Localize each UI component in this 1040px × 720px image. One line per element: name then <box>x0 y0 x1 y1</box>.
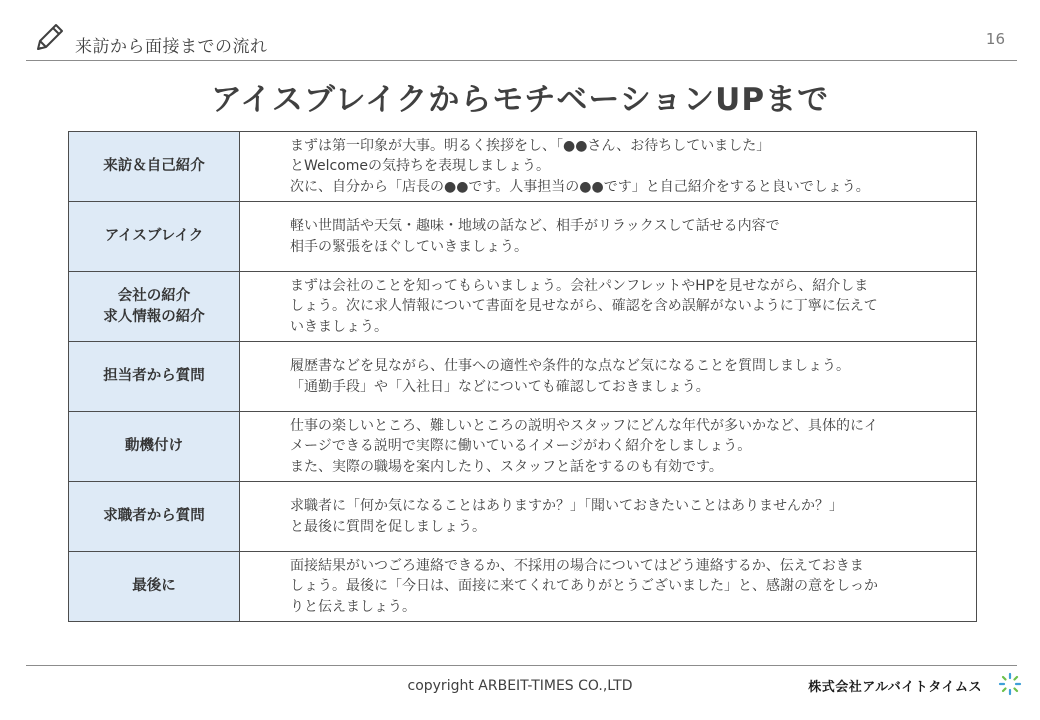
step-description <box>240 272 977 342</box>
step-label <box>69 342 240 412</box>
step-description <box>240 132 977 202</box>
step-label <box>69 552 240 622</box>
page-number: 16 <box>985 30 1005 48</box>
description-line: とWelcomeの気持ちを表現しましょう。 <box>290 158 551 175</box>
step-label-line: アイスブレイク <box>104 228 204 244</box>
description-line: りと伝えましょう。 <box>290 598 416 615</box>
step-label-line: 求人情報の紹介 <box>103 308 205 325</box>
step-description <box>240 482 977 552</box>
description-line: 履歴書などを見ながら、仕事への適性や条件的な点など気になることを質問しましょう。 <box>290 358 850 374</box>
step-label <box>69 132 240 202</box>
step-label-line: 担当者から質問 <box>103 368 205 384</box>
step-label <box>69 482 240 552</box>
table-row <box>69 552 977 622</box>
table-row <box>69 412 977 482</box>
table-row <box>69 202 977 272</box>
section-title: 来訪から面接までの流れ <box>75 37 268 57</box>
company-logo-icon <box>998 672 1022 696</box>
step-label-line: 会社の紹介 <box>117 287 191 304</box>
description-line: まずは第一印象が大事。明るく挨拶をし、「●●さん、お待ちしていました」 <box>290 137 771 154</box>
description-line: しょう。次に求人情報について書面を見せながら、確認を含め誤解がないように丁寧に伝えて <box>290 298 878 315</box>
step-label-line: 最後に <box>132 578 176 594</box>
table-row <box>69 342 977 412</box>
company-name: 株式会社アルバイトタイムス <box>808 680 982 695</box>
step-label-line: 動機付け <box>125 438 183 454</box>
description-line: 軽い世間話や天気・趣味・地域の話など、相手がリラックスして話せる内容で <box>290 218 780 234</box>
description-line: いきましょう。 <box>290 318 388 335</box>
step-label <box>69 412 240 482</box>
page-title: アイスブレイクからモチベーションUPまで <box>210 82 830 118</box>
copyright: copyright ARBEIT-TIMES CO.,LTD <box>407 678 633 694</box>
description-line: 面接結果がいつごろ連絡できるか、不採用の場合についてはどう連絡するか、伝えておきま <box>290 557 864 574</box>
step-label <box>69 202 240 272</box>
interview-flow-table <box>68 131 977 622</box>
description-line: メージできる説明で実際に働いているイメージがわく紹介をしましょう。 <box>290 438 752 455</box>
description-line: 相手の緊張をほぐしていきましょう。 <box>290 238 528 255</box>
table-row <box>69 272 977 342</box>
description-line: 「通勤手段」や「入社日」などについても確認しておきましょう。 <box>290 378 710 395</box>
description-line: 仕事の楽しいところ、難しいところの説明やスタッフにどんな年代が多いかなど、具体的にイ <box>290 417 878 434</box>
header-divider <box>26 60 1017 61</box>
step-description <box>240 552 977 622</box>
step-description <box>240 342 977 412</box>
description-line: 次に、自分から「店長の●●です。人事担当の●●です」と自己紹介をすると良いでしょう。 <box>290 178 870 195</box>
header <box>32 18 1017 62</box>
description-line: まずは会社のことを知ってもらいましょう。会社パンフレットやHPを見せながら、紹介しま <box>290 277 869 294</box>
description-line: しょう。最後に「今日は、面接に来てくれてありがとうございました」と、感謝の意をしっか <box>290 578 878 595</box>
step-label-line: 求職者から質問 <box>103 508 205 524</box>
step-description <box>240 412 977 482</box>
step-description <box>240 202 977 272</box>
pencil-icon <box>32 21 66 55</box>
step-label-line: 来訪＆自己紹介 <box>103 158 205 174</box>
step-label <box>69 272 240 342</box>
description-line: また、実際の職場を案内したり、スタッフと話をするのも有効です。 <box>290 458 723 475</box>
footer-divider <box>26 665 1017 666</box>
description-line: と最後に質問を促しましょう。 <box>290 518 486 535</box>
table-row <box>69 132 977 202</box>
table-row <box>69 482 977 552</box>
description-line: 求職者に「何か気になることはありますか？」「聞いておきたいことはありませんか？」 <box>290 498 843 514</box>
